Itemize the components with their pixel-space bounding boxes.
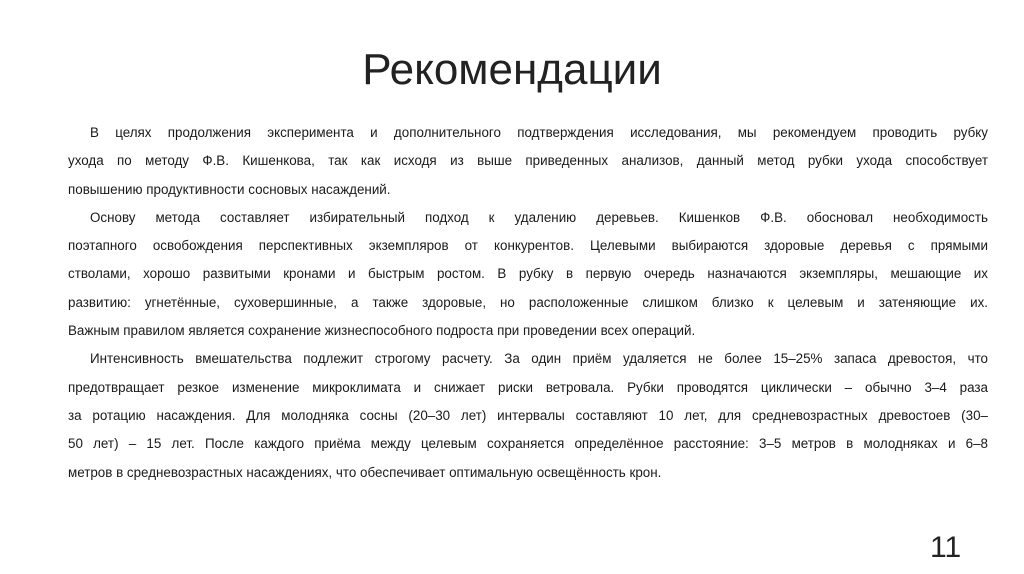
text-line: ухода по методу Ф.В. Кишенкова, так как исходя из выше приведенных анализов, данный метод рубки ухода способствует — [68, 153, 988, 169]
text-line: повышению продуктивности сосновых насаждений. — [68, 181, 391, 197]
text-line: метров в средневозрастных насаждениях, что обеспечивает оптимальную освещённость крон. — [68, 464, 662, 480]
slide-title: Рекомендации — [362, 45, 662, 94]
text-line: Интенсивность вмешательства подлежит строгому расчету. За один приём удаляется не более 15–25% запаса древостоя, что — [90, 351, 988, 367]
text-line: предотвращает резкое изменение микроклимата и снижает риски ветровала. Рубки проводятся циклически – обычно 3–4 раза — [68, 379, 988, 395]
paragraph — [68, 204, 988, 345]
text-line: стволами, хорошо развитыми кронами и быстрым ростом. В рубку в первую очередь назначаются экземпляры, мешающие их — [68, 266, 988, 282]
text-line: поэтапного освобождения перспективных экземпляров от конкурентов. Целевыми выбираются здоровые деревья с прямыми — [68, 238, 988, 254]
text-line: 50 лет) – 15 лет. После каждого приёма между целевым сохраняется определённое расстояние: 3–5 метров в молодняках и 6–8 — [68, 436, 988, 452]
page-number: 11 — [930, 531, 962, 564]
text-line: за ротацию насаждения. Для молодняка сосны (20–30 лет) интервалы составляют 10 лет, для средневозрастных древостоев (30– — [68, 407, 988, 423]
text-line: Основу метода составляет избирательный подход к удалению деревьев. Кишенков Ф.В. обосновал необходимость — [90, 209, 988, 225]
paragraph — [68, 119, 988, 204]
text-line: В целях продолжения эксперимента и дополнительного подтверждения исследования, мы рекомендуем проводить рубку — [90, 125, 988, 140]
slide-body — [68, 119, 988, 487]
text-line: развитию: угнетённые, суховершинные, а также здоровые, но расположенные слишком близко к целевым и затеняющие их. — [68, 294, 988, 310]
paragraph — [68, 345, 988, 486]
text-line: Важным правилом является сохранение жизнеспособного подроста при проведении всех операций. — [68, 323, 696, 339]
